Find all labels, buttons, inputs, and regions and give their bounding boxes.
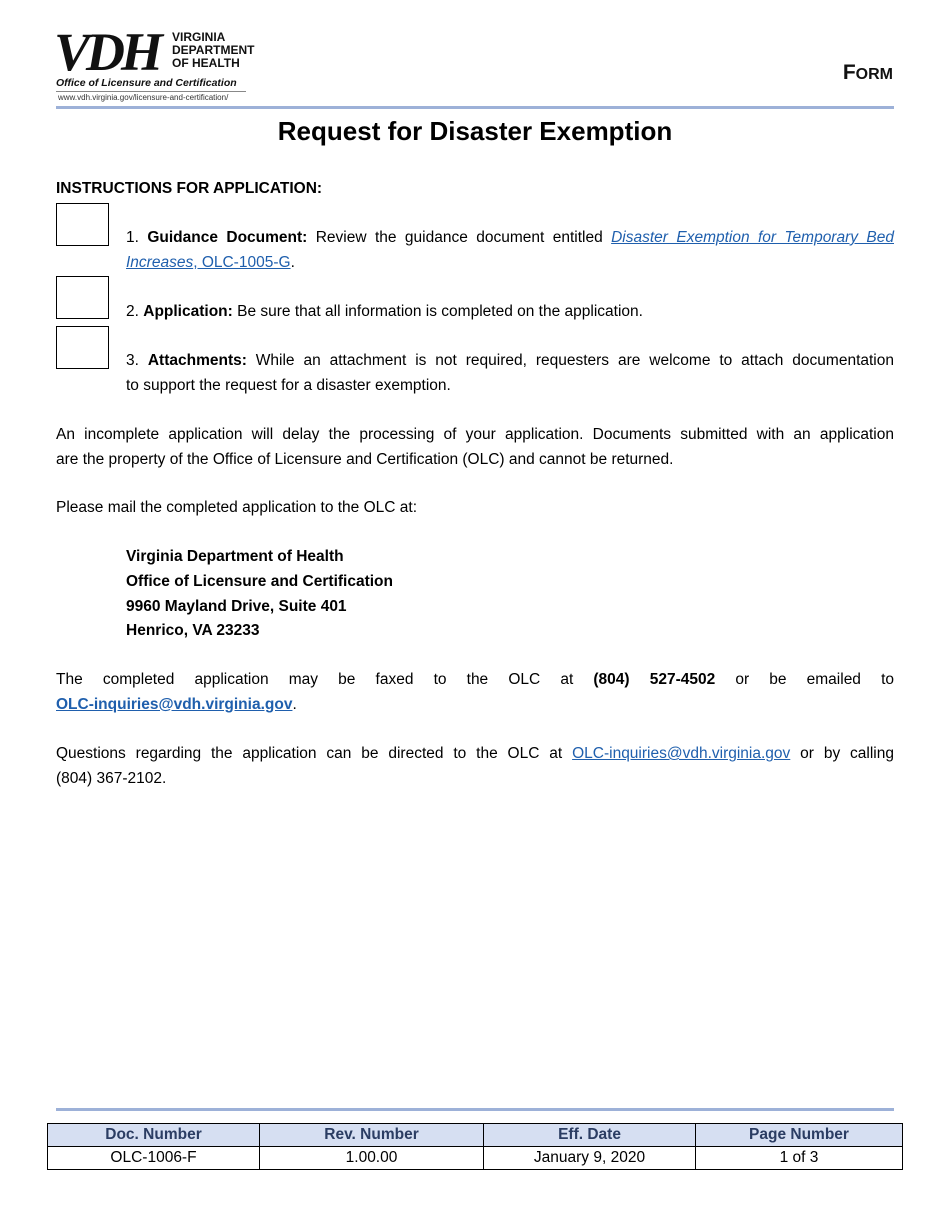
instruction-item-1-line1 [126, 226, 894, 251]
mail-instructions: Please mail the completed application to the OLC at: [56, 499, 418, 516]
checkbox-application[interactable] [56, 276, 109, 319]
questions-contact [56, 742, 894, 792]
instruction-item-1 [126, 226, 894, 276]
doc-number-value: OLC-1006-F [48, 1147, 260, 1170]
guidance-document-code-link[interactable]: , OLC-1005-G [193, 253, 291, 271]
page-title: Request for Disaster Exemption [277, 116, 673, 146]
fax-number: (804) 527-4502 [593, 671, 716, 688]
item-text: While an attachment is not required, requesters are welcome to attach documentation [255, 352, 894, 369]
checkbox-guidance-document[interactable] [56, 203, 109, 246]
questions-line1 [56, 742, 894, 767]
fax-pre: The completed application may be faxed to the OLC at [56, 671, 574, 688]
item-text: Be sure that all information is completed on the application. [237, 303, 643, 320]
header-divider [56, 106, 894, 109]
item-text: Review the guidance document entitled [315, 229, 603, 246]
page-number-value: 1 of 3 [696, 1147, 903, 1170]
logo-url[interactable]: www.vdh.virginia.gov/licensure-and-certification/ [58, 93, 229, 102]
notice-line1: An incomplete application will delay the processing of your application. Documents submitted with an application [56, 426, 894, 443]
instruction-item-3 [126, 349, 894, 399]
logo-dept-line: DEPARTMENT [172, 43, 255, 57]
instruction-item-3-line1 [126, 349, 894, 374]
address-line: Office of Licensure and Certification [126, 572, 393, 590]
checkbox-attachments[interactable] [56, 326, 109, 369]
instruction-item-1-line2 [126, 251, 894, 276]
item-number: 1. [126, 229, 139, 246]
guidance-document-link[interactable]: Disaster Exemption for Temporary Bed [611, 229, 894, 246]
item-label: Attachments: [147, 352, 247, 369]
item-end: . [290, 253, 295, 271]
column-header-eff-date: Eff. Date [484, 1124, 696, 1147]
item-label: Guidance Document: [147, 229, 308, 246]
item-number: 3. [126, 352, 139, 369]
vdh-logo-department [172, 31, 254, 70]
questions-line2: (804) 367-2102. [56, 769, 167, 787]
form-label [843, 61, 893, 85]
guidance-document-link-cont[interactable]: Increases [126, 253, 194, 271]
column-header-rev-number: Rev. Number [260, 1124, 484, 1147]
column-header-page-number: Page Number [696, 1124, 903, 1147]
questions-post: or by calling [800, 745, 894, 762]
logo-dept-line: VIRGINIA [172, 30, 226, 44]
fax-email-instructions [56, 668, 894, 718]
column-header-doc-number: Doc. Number [48, 1124, 260, 1147]
eff-date-value: January 9, 2020 [484, 1147, 696, 1170]
table-row [48, 1147, 903, 1170]
fax-end: . [292, 695, 297, 713]
fax-mid: or be emailed to [735, 671, 894, 688]
instruction-item-2 [126, 300, 894, 325]
address-line: 9960 Mayland Drive, Suite 401 [126, 597, 347, 615]
logo-office-name: Office of Licensure and Certification [56, 77, 237, 89]
notice-line2: are the property of the Office of Licensure and Certification (OLC) and cannot be returned. [56, 450, 674, 468]
item-number: 2. [126, 303, 139, 320]
instruction-item-3-line2: to support the request for a disaster exemption. [126, 376, 451, 394]
document-info-table [47, 1123, 903, 1170]
item-label: Application: [143, 303, 233, 320]
address-line: Henrico, VA 23233 [126, 622, 260, 640]
logo-dept-line: OF HEALTH [172, 56, 240, 70]
mailing-address [126, 545, 393, 644]
fax-line1 [56, 668, 894, 693]
logo-divider [56, 91, 246, 92]
olc-email-link[interactable]: OLC-inquiries@vdh.virginia.gov [572, 745, 791, 762]
fax-line2 [56, 693, 894, 718]
footer-divider [56, 1108, 894, 1111]
instructions-heading: INSTRUCTIONS FOR APPLICATION: [56, 180, 323, 197]
incomplete-application-notice [56, 423, 894, 473]
rev-number-value: 1.00.00 [260, 1147, 484, 1170]
form-label-initial: F [842, 61, 856, 84]
vdh-logo-mark: VDH [54, 22, 160, 82]
table-header-row [48, 1124, 903, 1147]
questions-pre: Questions regarding the application can be directed to the OLC at [56, 745, 563, 762]
form-label-rest: ORM [855, 66, 893, 83]
address-line: Virginia Department of Health [126, 548, 344, 565]
olc-email-link[interactable]: OLC-inquiries@vdh.virginia.gov [56, 695, 293, 713]
